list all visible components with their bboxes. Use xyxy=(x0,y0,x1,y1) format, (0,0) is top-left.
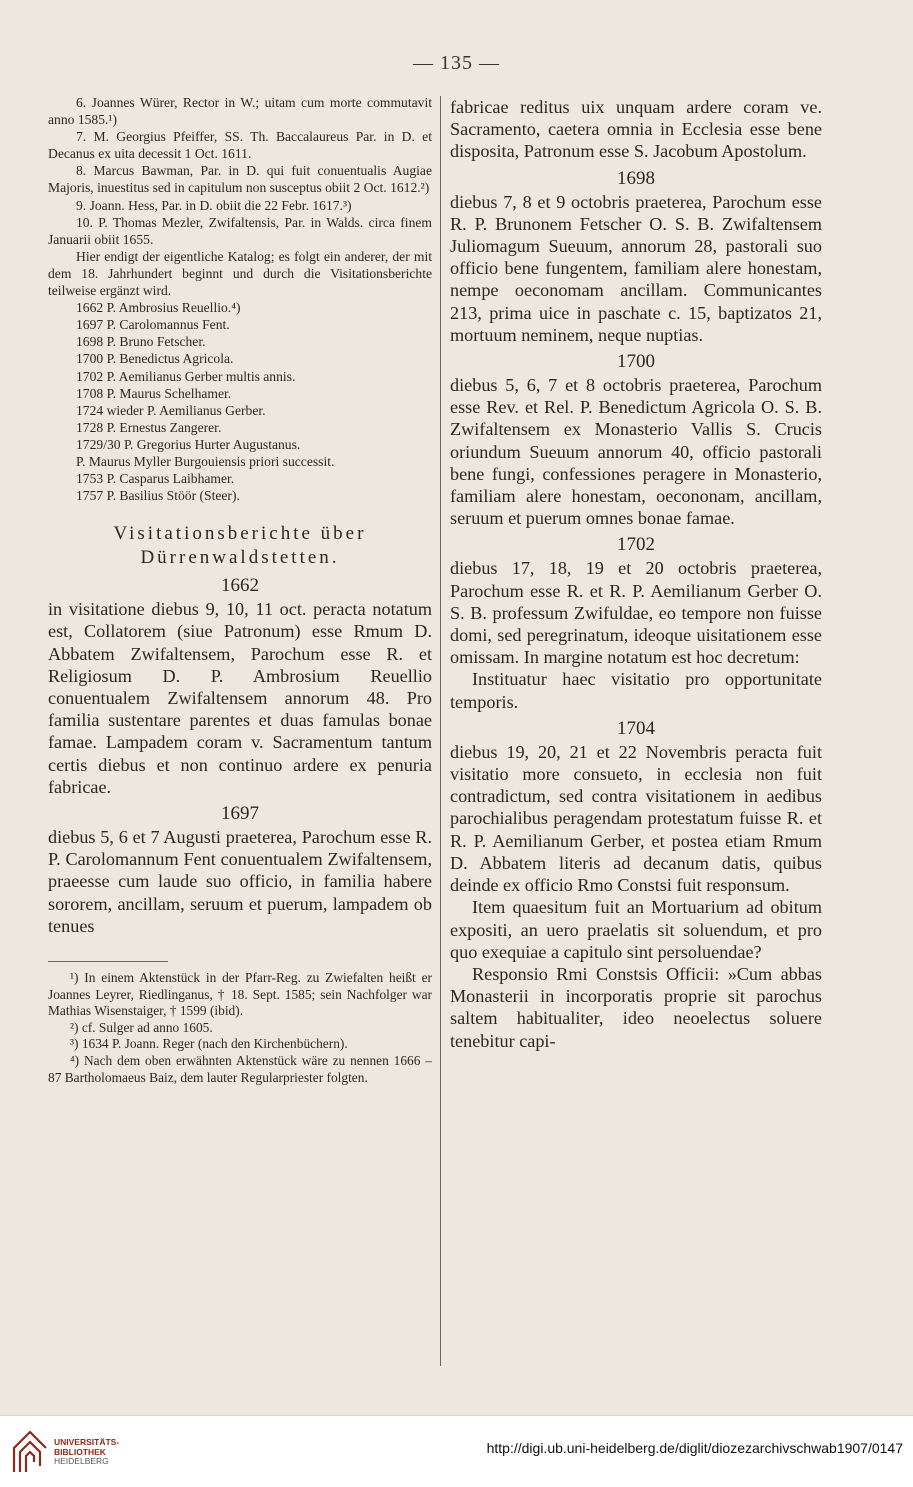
visitation-text: Responsio Rmi Constsis Officii: »Cum abbas Monasterii in incorporatis proprie sit parochus saltem habitualiter, ideo neoelectus soluere tenebitur capi- xyxy=(450,963,822,1051)
section-heading-line2: Dürrenwaldstetten. xyxy=(140,547,340,569)
footer-bar xyxy=(0,1415,913,1487)
catalog-entry: 1700 P. Benedictus Agricola. xyxy=(76,351,234,367)
pastor-list-top xyxy=(48,94,432,504)
catalog-entry: 1662 P. Ambrosius Reuellio.⁴) xyxy=(76,300,241,316)
catalog-entry: 1728 P. Ernestus Zangerer. xyxy=(76,419,222,435)
footnote: ¹) In einem Aktenstück in der Pfarr-Reg. zu Zwiefalten heißt er Joannes Leyrer, Riedlinganus, † 18. Sept. 1585; sein Nachfolger war Mathias Wisenstaiger, † 1599 (ibid). xyxy=(48,970,432,1019)
list-item: 10. P. Thomas Mezler, Zwifaltensis, Par. in Walds. circa finem Januarii obiit 1655. xyxy=(48,214,432,247)
visitation-text: diebus 5, 6 et 7 Augusti praeterea, Parochum esse R. P. Carolomannum Fent conuentualem Zwifaltensem, praeesse cum laude suo officio, in familia habere sororem, ancillam, seruum et puerum, lampadem ob tenues xyxy=(48,827,432,936)
year-heading: 1702 xyxy=(617,534,655,556)
footnotes xyxy=(48,970,432,1086)
library-logo-icon xyxy=(10,1426,50,1476)
section-heading xyxy=(48,522,432,570)
year-heading: 1700 xyxy=(617,351,655,373)
catalog-extra: P. Maurus Myller Burgouiensis priori successit. xyxy=(76,453,335,469)
visitation-text: in visitatione diebus 9, 10, 11 oct. peracta notatum est, Collatorem (siue Patronum) esse Rmum D. Abbatem Zwifaltensem, Parochum esse R. et Religiosum D. P. Ambrosium Reuellio conuentualem Zwifaltensem annorum 48. Pro familia sustentare parentes et duas famulas bonae famae. Lampadem coram v. Sacramentum tantum certis diebus et non continuo ardere ex penuria fabricae. xyxy=(48,599,432,797)
catalog-entry: 1724 wieder P. Aemilianus Gerber. xyxy=(76,402,266,418)
catalog-entry: 1697 P. Carolomannus Fent. xyxy=(76,317,230,333)
visitation-text: fabricae reditus uix unquam ardere coram ve. Sacramento, caetera omnia in Ecclesia esse bene disposita, Patronum esse S. Jacobum Apostolum. xyxy=(450,97,822,162)
page-number: — 135 — xyxy=(413,52,500,74)
right-column xyxy=(450,96,822,1052)
column-divider xyxy=(440,96,441,1366)
catalog-entry: 1757 P. Basilius Stöör (Steer). xyxy=(76,488,240,504)
year-heading: 1704 xyxy=(617,717,655,739)
list-item: 6. Joannes Würer, Rector in W.; uitam cum morte commutavit anno 1585.¹) xyxy=(48,95,432,128)
library-name-line2: BIBLIOTHEK xyxy=(54,1446,106,1457)
catalog-entry: 1698 P. Bruno Fetscher. xyxy=(76,334,206,350)
catalog-entry: 1708 P. Maurus Schelhamer. xyxy=(76,385,232,401)
visitation-1662 xyxy=(48,574,432,937)
visitation-text: diebus 5, 6, 7 et 8 octobris praeterea, Parochum esse Rev. et Rel. P. Benedictum Agricola O. S. B. Zwifaltensem ex Monasterio Vallis S. Crucis oriundum Sueuum annorum 40, officio pastorali bene fungi, confessiones peragere in Monasterio, familiam alere honestam, oecononam, ancillam, seruum et puerum omnes bonae famae. xyxy=(450,375,822,529)
year-heading: 1698 xyxy=(617,167,655,189)
list-item: 8. Marcus Bawman, Par. in D. qui fuit conuentualis Augiae Majoris, inuestitus sed in capitulum non susceptus obiit 2 Oct. 1612.²) xyxy=(48,163,432,196)
library-name xyxy=(54,1438,119,1467)
footnote: ³) 1634 P. Joann. Reger (nach den Kirchenbüchern). xyxy=(70,1036,348,1052)
footnote-divider xyxy=(48,961,168,962)
catalog-entry: 1729/30 P. Gregorius Hurter Augustanus. xyxy=(76,436,301,452)
year-heading: 1697 xyxy=(221,803,259,825)
list-item: 7. M. Georgius Pfeiffer, SS. Th. Baccalaureus Par. in D. et Decanus ex uita decessit 1 Oct. 1611. xyxy=(48,129,432,162)
visitation-text: diebus 19, 20, 21 et 22 Novembris peracta fuit visitatio more consueto, in ecclesia non fuit contradictum, sed contra visitationem in aedibus parochialibus peragendam protestatum fuisse R. et R. P. Aemilianum Gerber, et postea etiam Rmum D. Abbatem literis ad decanum datis, quibus deinde ex officio Rmo Constsi fuit responsum. xyxy=(450,741,822,896)
visitation-text: diebus 17, 18, 19 et 20 octobris praeterea, Parochum esse R. et R. P. Aemilianum Gerber O. S. B. professum Zwifuldae, eo tempore non fuisse domi, sed peregrinatum, ideoque uisitationem esse omissam. In margine notatum est hoc decretum: xyxy=(450,558,822,668)
german-note: Hier endigt der eigentliche Katalog; es folgt ein anderer, der mit dem 18. Jahrhundert beginnt und durch die Visitationsberichte teilweise ergänzt wird. xyxy=(48,248,432,299)
section-heading-line1: Visitationsberichte über xyxy=(113,523,367,545)
source-url-link[interactable]: http://digi.ub.uni-heidelberg.de/diglit/diozezarchivschwab1907/0147 xyxy=(486,1440,903,1456)
footnote: ²) cf. Sulger ad anno 1605. xyxy=(70,1019,213,1035)
left-column xyxy=(48,94,432,1086)
visitation-text: Item quaesitum fuit an Mortuarium ad obitum expositi, an uero praelatis sit soluendum, et pro quo exequiae a capitulo sint persoluendae? xyxy=(450,897,822,962)
list-item: 9. Joann. Hess, Par. in D. obiit die 22 Febr. 1617.³) xyxy=(76,197,352,213)
library-name-line3: HEIDELBERG xyxy=(54,1456,109,1466)
year-heading: 1662 xyxy=(221,575,259,597)
visitation-text: diebus 7, 8 et 9 octobris praeterea, Parochum esse R. P. Brunonem Fetscher O. S. B. Zwifaltensem Juliomagum Sueuum, annorum 28, pastorali suo officio bene fungentem, familiam alere honestam, nempe oeconomam ancillam. Communicantes 213, prima uice in paschate c. 15, baptizatos 21, mortuum neminem, neque nuptias. xyxy=(450,191,822,345)
catalog-entry: 1702 P. Aemilianus Gerber multis annis. xyxy=(76,368,296,384)
library-name-line1: UNIVERSITÄTS- xyxy=(54,1437,120,1447)
visitation-text: Instituatur haec visitatio pro opportunitate temporis. xyxy=(450,669,822,712)
catalog-entry: 1753 P. Casparus Laibhamer. xyxy=(76,471,235,487)
footnote: ⁴) Nach dem oben erwähnten Aktenstück wäre zu nennen 1666 – 87 Bartholomaeus Baiz, dem lauter Regularpriester folgten. xyxy=(48,1053,432,1085)
